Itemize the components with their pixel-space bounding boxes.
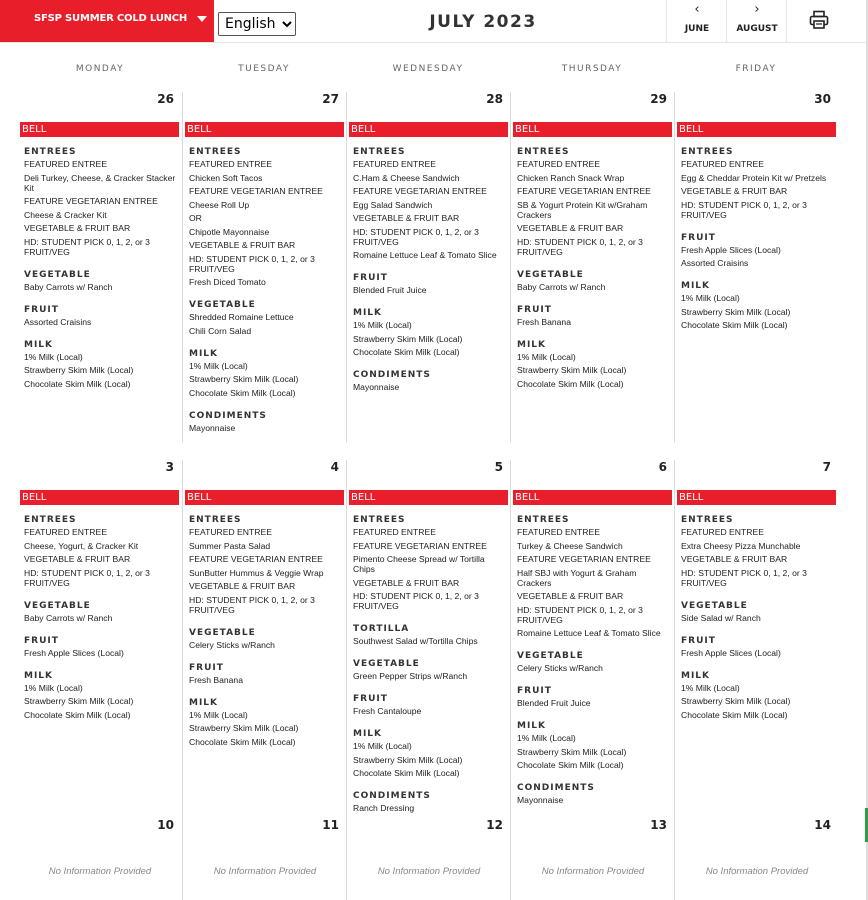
menu-item[interactable]: Chocolate Skim Milk (Local) xyxy=(24,709,131,720)
menu-item[interactable]: Fresh Apple Slices (Local) xyxy=(681,647,781,658)
menu-category: ENTREES xyxy=(353,147,406,157)
no-information-text: No Information Provided xyxy=(48,866,152,877)
menu-category: ENTREES xyxy=(353,515,406,525)
menu-item[interactable]: Baby Carrots w/ Ranch xyxy=(517,281,606,292)
menu-item[interactable]: FEATURE VEGETARIAN ENTREE xyxy=(189,554,323,564)
menu-item[interactable]: HD: STUDENT PICK 0, 1, 2, or 3 FRUIT/VEG xyxy=(681,567,807,588)
menu-category: MILK xyxy=(681,281,711,291)
menu-item[interactable]: VEGETABLE & FRUIT BAR xyxy=(189,581,296,591)
menu-item[interactable]: Strawberry Skim Milk (Local) xyxy=(189,723,299,733)
menu-item[interactable]: FEATURE VEGETARIAN ENTREE xyxy=(24,196,158,206)
weekday-header: MONDAY xyxy=(75,64,125,74)
menu-item[interactable]: Deli Turkey, Cheese, & Cracker Stacker Kit xyxy=(24,172,176,193)
menu-category: FRUIT xyxy=(681,232,716,243)
menu-item[interactable]: Egg Salad Sandwich xyxy=(353,199,433,210)
date-number: 5 xyxy=(494,460,503,474)
menu-item[interactable]: FEATURE VEGETARIAN ENTREE xyxy=(353,540,487,551)
menu-item[interactable]: Celery Sticks w/Ranch xyxy=(517,663,603,673)
menu-item[interactable]: FEATURE VEGETARIAN ENTREE xyxy=(189,186,323,196)
menu-category: MILK xyxy=(353,729,383,739)
menu-item[interactable]: SunButter Hummus & Veggie Wrap xyxy=(189,567,324,578)
menu-category: VEGETABLE xyxy=(24,269,91,280)
bell-schedule-bar[interactable]: BELL xyxy=(349,122,508,137)
menu-item[interactable]: Mayonnaise xyxy=(353,382,400,392)
date-number: 30 xyxy=(814,92,831,106)
day-cell[interactable] xyxy=(674,460,839,824)
bell-schedule-bar[interactable]: BELL xyxy=(349,490,508,505)
menu-category: MILK xyxy=(517,721,547,731)
menu-category: ENTREES xyxy=(24,147,77,157)
month-title: JULY 2023 xyxy=(429,12,537,32)
day-cell[interactable] xyxy=(182,92,347,442)
menu-item[interactable]: Strawberry Skim Milk (Local) xyxy=(681,696,791,706)
bell-schedule-bar[interactable]: BELL xyxy=(677,122,836,137)
menu-item[interactable]: FEATURED ENTREE xyxy=(189,159,272,169)
menu-list xyxy=(681,515,836,720)
menu-item[interactable]: 1% Milk (Local) xyxy=(517,351,576,362)
menu-list xyxy=(189,147,344,433)
menu-category: ENTREES xyxy=(189,515,242,525)
menu-category: FRUIT xyxy=(189,662,224,673)
day-cell[interactable] xyxy=(18,460,182,824)
menu-category: FRUIT xyxy=(24,304,59,315)
day-cell[interactable] xyxy=(346,818,511,900)
menu-category: ENTREES xyxy=(189,147,242,157)
menu-item[interactable]: FEATURE VEGETARIAN ENTREE xyxy=(353,186,487,196)
menu-item[interactable]: VEGETABLE & FRUIT BAR xyxy=(24,223,131,233)
menu-item[interactable]: Fresh Banana xyxy=(517,316,571,327)
menu-item[interactable]: Baby Carrots w/ Ranch xyxy=(24,612,113,623)
menu-item[interactable]: Turkey & Cheese Sandwich xyxy=(517,540,623,551)
menu-item[interactable]: Strawberry Skim Milk (Local) xyxy=(517,365,627,375)
prev-month-label: JUNE xyxy=(684,24,710,34)
menu-item[interactable]: FEATURE VEGETARIAN ENTREE xyxy=(517,554,651,564)
menu-item[interactable]: Baby Carrots w/ Ranch xyxy=(24,281,113,292)
date-number: 14 xyxy=(814,818,831,832)
menu-item[interactable]: Egg & Cheddar Protein Kit w/ Pretzels xyxy=(681,172,827,183)
menu-item[interactable]: 1% Milk (Local) xyxy=(681,682,740,693)
menu-list xyxy=(353,515,508,813)
bell-schedule-bar[interactable]: BELL xyxy=(20,122,179,137)
menu-item[interactable]: VEGETABLE & FRUIT BAR xyxy=(681,554,788,564)
menu-item[interactable]: FEATURED ENTREE xyxy=(681,159,764,169)
menu-item[interactable]: Strawberry Skim Milk (Local) xyxy=(681,306,791,317)
menu-category: ENTREES xyxy=(681,147,734,157)
menu-item[interactable]: FEATURED ENTREE xyxy=(24,527,107,537)
menu-item[interactable]: Chipotle Mayonnaise xyxy=(189,226,270,237)
date-number: 3 xyxy=(165,460,174,474)
menu-category: ENTREES xyxy=(517,515,570,525)
menu-item[interactable]: 1% Milk (Local) xyxy=(189,709,248,720)
date-number: 27 xyxy=(322,92,339,106)
menu-category: VEGETABLE xyxy=(517,269,584,280)
menu-item[interactable]: VEGETABLE & FRUIT BAR xyxy=(24,554,131,564)
menu-item[interactable]: HD: STUDENT PICK 0, 1, 2, or 3 FRUIT/VEG xyxy=(24,567,150,588)
menu-list xyxy=(517,515,672,805)
menu-item[interactable]: Chocolate Skim Milk (Local) xyxy=(517,378,624,389)
menu-category: VEGETABLE xyxy=(189,627,256,638)
menu-category: VEGETABLE xyxy=(353,659,420,669)
menu-item[interactable]: Half SBJ with Yogurt & Graham Crackers xyxy=(517,567,637,588)
printer-icon xyxy=(809,10,829,30)
menu-item[interactable]: Chocolate Skim Milk (Local) xyxy=(681,320,788,330)
menu-item[interactable]: Strawberry Skim Milk (Local) xyxy=(24,365,134,375)
day-cell[interactable] xyxy=(182,460,347,824)
date-number: 6 xyxy=(658,460,667,474)
menu-selector-label: SFSP SUMMER COLD LUNCH xyxy=(34,13,188,24)
menu-category: VEGETABLE xyxy=(681,600,748,611)
date-number: 12 xyxy=(486,818,503,832)
menu-item[interactable]: Mayonnaise xyxy=(189,422,236,433)
menu-item[interactable]: Chocolate Skim Milk (Local) xyxy=(517,760,624,770)
menu-item[interactable]: FEATURED ENTREE xyxy=(681,527,764,537)
menu-item[interactable]: Chili Corn Salad xyxy=(189,325,252,336)
weekday-header: WEDNESDAY xyxy=(392,64,464,74)
menu-item[interactable]: Mayonnaise xyxy=(517,795,564,805)
menu-item[interactable]: Ranch Dressing xyxy=(353,803,415,813)
weekday-header: TUESDAY xyxy=(238,64,290,74)
next-month-button[interactable] xyxy=(726,0,787,42)
menu-item[interactable]: Shredded Romaine Lettuce xyxy=(189,312,294,322)
no-information-text: No Information Provided xyxy=(213,866,317,877)
print-button[interactable] xyxy=(786,0,868,42)
menu-category: CONDIMENTS xyxy=(353,791,431,801)
menu-item[interactable]: VEGETABLE & FRUIT BAR xyxy=(517,223,624,233)
date-number: 11 xyxy=(322,818,339,832)
menu-list xyxy=(189,515,344,747)
date-number: 28 xyxy=(486,92,503,106)
day-cell[interactable] xyxy=(182,818,347,900)
menu-item[interactable]: Fresh Diced Tomato xyxy=(189,277,266,287)
bell-schedule-bar[interactable]: BELL xyxy=(677,490,836,505)
menu-item[interactable]: Fresh Cantaloupe xyxy=(353,706,422,716)
no-information-text: No Information Provided xyxy=(541,866,645,877)
menu-item[interactable]: Pimento Cheese Spread w/ Tortilla Chips xyxy=(353,554,485,574)
menu-selector-button[interactable] xyxy=(0,0,214,42)
menu-item[interactable]: Romaine Lettuce Leaf & Tomato Slice xyxy=(517,628,661,638)
day-cell[interactable] xyxy=(674,818,839,900)
menu-item[interactable]: HD: STUDENT PICK 0, 1, 2, or 3 FRUIT/VEG xyxy=(517,236,643,257)
menu-item[interactable]: Cheese Roll Up xyxy=(189,199,250,210)
menu-item[interactable]: VEGETABLE & FRUIT BAR xyxy=(189,240,296,250)
menu-category: MILK xyxy=(353,308,383,318)
menu-item[interactable]: 1% Milk (Local) xyxy=(681,293,740,303)
menu-item[interactable]: 1% Milk (Local) xyxy=(24,682,83,693)
menu-item[interactable]: FEATURED ENTREE xyxy=(189,527,272,537)
date-number: 29 xyxy=(650,92,667,106)
bell-schedule-bar[interactable]: BELL xyxy=(185,490,344,505)
menu-item[interactable]: Green Pepper Strips w/Ranch xyxy=(353,671,468,681)
top-bar xyxy=(0,0,868,43)
menu-item[interactable]: Chocolate Skim Milk (Local) xyxy=(353,347,460,357)
menu-list xyxy=(353,147,508,392)
menu-category: MILK xyxy=(24,339,54,350)
menu-category: FRUIT xyxy=(517,686,552,696)
bell-schedule-bar[interactable]: BELL xyxy=(185,122,344,137)
menu-item[interactable]: HD: STUDENT PICK 0, 1, 2, or 3 FRUIT/VEG xyxy=(681,199,807,220)
menu-category: TORTILLA xyxy=(353,624,410,634)
menu-list xyxy=(517,147,672,389)
menu-category: MILK xyxy=(681,670,711,681)
menu-item[interactable]: VEGETABLE & FRUIT BAR xyxy=(353,577,460,588)
menu-item[interactable]: Chocolate Skim Milk (Local) xyxy=(681,709,788,720)
menu-item[interactable]: HD: STUDENT PICK 0, 1, 2, or 3 FRUIT/VEG xyxy=(353,226,479,247)
menu-category: ENTREES xyxy=(517,147,570,157)
menu-item[interactable]: OR xyxy=(189,213,202,223)
bell-schedule-bar[interactable]: BELL xyxy=(20,490,179,505)
menu-item[interactable]: Strawberry Skim Milk (Local) xyxy=(353,333,463,344)
menu-item[interactable]: SB & Yogurt Protein Kit w/Graham Crackers xyxy=(517,199,648,220)
menu-item[interactable]: Strawberry Skim Milk (Local) xyxy=(517,746,627,757)
menu-item[interactable]: Chocolate Skim Milk (Local) xyxy=(24,378,131,389)
menu-item[interactable]: 1% Milk (Local) xyxy=(189,360,248,371)
menu-item[interactable]: HD: STUDENT PICK 0, 1, 2, or 3 FRUIT/VEG xyxy=(353,591,479,611)
menu-category: VEGETABLE xyxy=(24,600,91,611)
menu-category: MILK xyxy=(189,697,219,708)
menu-category: MILK xyxy=(517,339,547,350)
next-month-label: AUGUST xyxy=(736,24,778,34)
menu-category: ENTREES xyxy=(681,515,734,525)
menu-list xyxy=(681,147,836,330)
menu-item[interactable]: FEATURED ENTREE xyxy=(24,159,107,169)
menu-category: FRUIT xyxy=(353,273,388,283)
caret-down-icon xyxy=(197,16,207,22)
menu-item[interactable]: FEATURED ENTREE xyxy=(517,527,600,537)
menu-item[interactable]: Celery Sticks w/Ranch xyxy=(189,639,275,650)
menu-category: ENTREES xyxy=(24,515,77,525)
menu-category: FRUIT xyxy=(517,304,552,315)
language-select[interactable] xyxy=(218,12,296,36)
menu-item[interactable]: Fresh Banana xyxy=(189,674,243,685)
menu-category: FRUIT xyxy=(24,635,59,646)
menu-item[interactable]: Strawberry Skim Milk (Local) xyxy=(353,754,463,765)
no-information-text: No Information Provided xyxy=(705,866,809,877)
menu-item[interactable]: Cheese & Cracker Kit xyxy=(24,209,107,220)
menu-list xyxy=(24,147,179,389)
menu-item[interactable]: C.Ham & Cheese Sandwich xyxy=(353,172,460,183)
menu-category: FRUIT xyxy=(353,694,388,704)
menu-category: CONDIMENTS xyxy=(189,410,267,421)
menu-item[interactable]: HD: STUDENT PICK 0, 1, 2, or 3 FRUIT/VEG xyxy=(24,236,150,257)
menu-item[interactable]: Side Salad w/ Ranch xyxy=(681,612,761,623)
bell-schedule-bar[interactable]: BELL xyxy=(513,490,672,505)
menu-item[interactable]: 1% Milk (Local) xyxy=(517,733,576,743)
menu-category: FRUIT xyxy=(681,635,716,646)
day-cell[interactable] xyxy=(510,460,675,824)
menu-category: VEGETABLE xyxy=(189,300,256,310)
menu-item[interactable]: VEGETABLE & FRUIT BAR xyxy=(517,591,624,601)
menu-item[interactable]: FEATURED ENTREE xyxy=(517,159,600,169)
menu-list xyxy=(24,515,179,720)
date-number: 7 xyxy=(822,460,831,474)
menu-item[interactable]: Cheese, Yogurt, & Cracker Kit xyxy=(24,540,139,551)
date-number: 10 xyxy=(157,818,174,832)
menu-item[interactable]: Fresh Apple Slices (Local) xyxy=(681,244,781,255)
menu-item[interactable]: VEGETABLE & FRUIT BAR xyxy=(353,213,460,223)
bell-schedule-bar[interactable]: BELL xyxy=(513,122,672,137)
menu-item[interactable]: Chocolate Skim Milk (Local) xyxy=(189,736,296,747)
menu-item[interactable]: HD: STUDENT PICK 0, 1, 2, or 3 FRUIT/VEG xyxy=(189,594,315,615)
menu-item[interactable]: Blended Fruit Juice xyxy=(353,285,427,295)
menu-item[interactable]: HD: STUDENT PICK 0, 1, 2, or 3 FRUIT/VEG xyxy=(517,604,643,625)
date-number: 4 xyxy=(330,460,339,474)
menu-item[interactable]: Southwest Salad w/Tortilla Chips xyxy=(353,636,478,646)
menu-item[interactable]: FEATURED ENTREE xyxy=(353,159,436,169)
menu-item[interactable]: Chicken Soft Tacos xyxy=(189,172,263,183)
menu-category: CONDIMENTS xyxy=(353,370,431,380)
weekday-header: THURSDAY xyxy=(561,64,623,74)
date-number: 13 xyxy=(650,818,667,832)
chevron-left-icon: ‹ xyxy=(694,2,700,17)
menu-item[interactable]: Fresh Apple Slices (Local) xyxy=(24,647,124,658)
date-number: 26 xyxy=(157,92,174,106)
menu-item[interactable]: 1% Milk (Local) xyxy=(353,741,412,751)
menu-item[interactable]: Chicken Ranch Snack Wrap xyxy=(517,172,625,183)
menu-item[interactable]: FEATURED ENTREE xyxy=(353,527,436,537)
day-cell[interactable] xyxy=(674,92,839,442)
menu-item[interactable]: Extra Cheesy Pizza Munchable xyxy=(681,540,801,551)
menu-item[interactable]: Chocolate Skim Milk (Local) xyxy=(353,768,460,778)
menu-item[interactable]: 1% Milk (Local) xyxy=(353,320,412,330)
menu-category: CONDIMENTS xyxy=(517,783,595,793)
chevron-right-icon: › xyxy=(754,2,760,17)
menu-item[interactable]: Summer Pasta Salad xyxy=(189,540,271,551)
weekday-header: FRIDAY xyxy=(735,64,777,74)
menu-category: MILK xyxy=(24,670,54,681)
day-cell[interactable] xyxy=(510,818,675,900)
prev-month-button[interactable] xyxy=(666,0,727,42)
day-cell[interactable] xyxy=(346,460,511,824)
day-cell[interactable] xyxy=(18,92,182,442)
menu-category: MILK xyxy=(189,348,219,359)
menu-item[interactable]: VEGETABLE & FRUIT BAR xyxy=(681,186,788,196)
menu-item[interactable]: Chocolate Skim Milk (Local) xyxy=(189,387,296,398)
menu-item[interactable]: FEATURE VEGETARIAN ENTREE xyxy=(517,186,651,196)
day-cell[interactable] xyxy=(346,92,511,442)
menu-category: VEGETABLE xyxy=(517,651,584,661)
day-cell[interactable] xyxy=(18,818,182,900)
menu-item[interactable]: Assorted Craisins xyxy=(24,316,92,327)
menu-item[interactable]: HD: STUDENT PICK 0, 1, 2, or 3 FRUIT/VEG xyxy=(189,253,315,274)
menu-item[interactable]: Assorted Craisins xyxy=(681,258,749,268)
menu-item[interactable]: 1% Milk (Local) xyxy=(24,351,83,362)
menu-item[interactable]: Blended Fruit Juice xyxy=(517,698,591,708)
menu-item[interactable]: Strawberry Skim Milk (Local) xyxy=(189,374,299,384)
day-cell[interactable] xyxy=(510,92,675,442)
menu-item[interactable]: Strawberry Skim Milk (Local) xyxy=(24,696,134,706)
no-information-text: No Information Provided xyxy=(377,866,481,877)
menu-item[interactable]: Romaine Lettuce Leaf & Tomato Slice xyxy=(353,250,497,260)
